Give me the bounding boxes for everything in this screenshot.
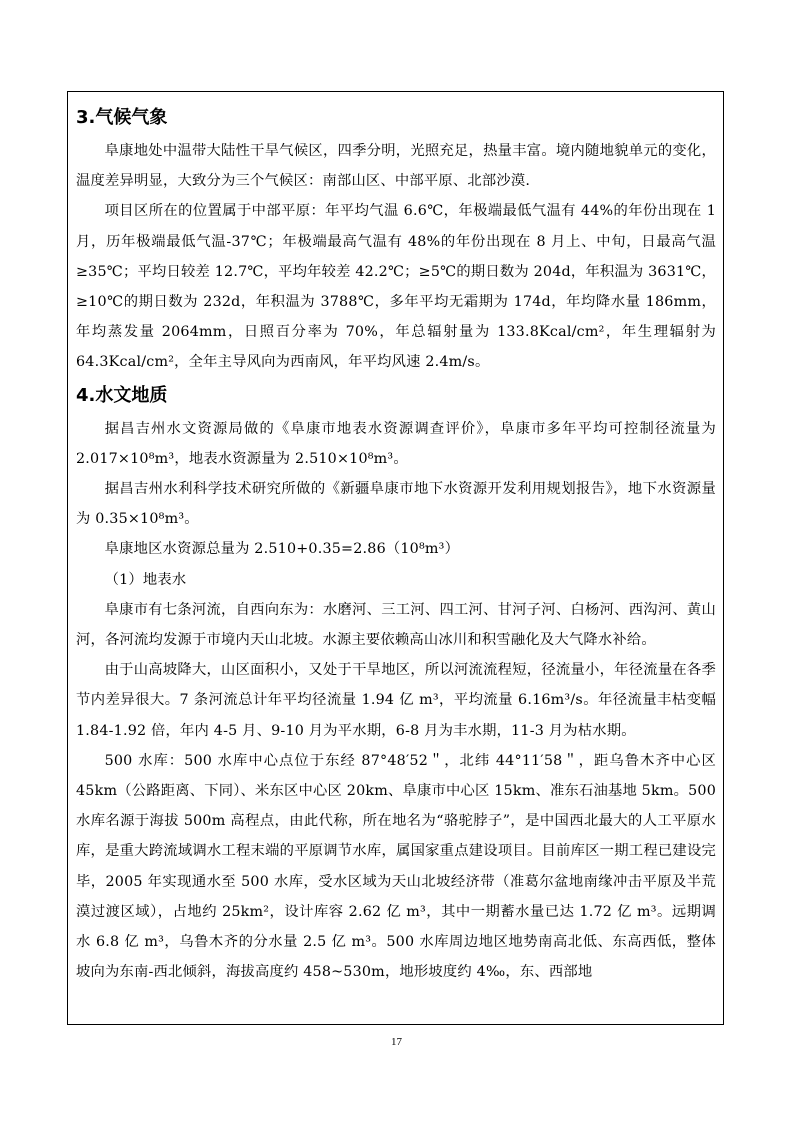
paragraph: 据昌吉州水利科学技术研究所做的《新疆阜康市地下水资源开发利用规划报告》，地下水资源量为 0.35×10⁸m³。 [76,481,716,528]
paragraph: 由于山高坡降大，山区面积小，又处于干旱地区，所以河流流程短，径流量小，年径流量在各季节内差异很大。7 条河流总计年平均径流量 1.94 亿 m³，平均流量 6.16m³/s。年径流量丰枯变幅 1.84-1.92 倍，年内 4-5 月、9-10 月为平水期，6-8 月为丰水期，11-3 月为枯水期。 [76,662,716,739]
page-number: 17 [391,1036,402,1048]
document-body [76,100,716,987]
paragraph: 阜康市有七条河流，自西向东为：水磨河、三工河、四工河、甘河子河、白杨河、西沟河、黄山河，各河流均发源于市境内天山北坡。水源主要依赖高山冰川和积雪融化及大气降水补给。 [76,601,716,649]
paragraph: 项目区所在的位置属于中部平原：年平均气温 6.6℃，年极端最低气温有 44%的年份出现在 1 月，历年极端最低气温-37℃；年极端最高气温有 48%的年份出现在 8 月上、中旬，日最高气温≥35℃；平均日较差 12.7℃，平均年较差 42.2℃；≥5℃的期日数为 204d，年积温为 3631℃，≥10℃的期日数为 232d，年积温为 3788℃，多年平均无霜期为 174d，年均降水量 186mm，年均蒸发量 2064mm，日照百分率为 70%，年总辐射量为 133.8Kcal/cm²，年生理辐射为 64.3Kcal/cm²，全年主导风向为西南风，年平均风速 2.4m/s。 [76,203,716,371]
paragraph: 阜康地区水资源总量为 2.510+0.35=2.86（10⁸m³） [104,541,460,558]
section-heading-hydrogeology: 4.水文地质 [76,384,168,406]
paragraph: 500 水库：500 水库中心点位于东经 87°48′52＂，北纬 44°11′58＂，距乌鲁木齐中心区 45km（公路距离、下同）、米东区中心区 20km、阜康市中心区 15km、准东石油基地 5km。500 水库名源于海拔 500m 高程点，由此代称，所在地名为“骆驼脖子”，是中国西北最大的人工平原水库，是重大跨流域调水工程末端的平原调节水库，属国家重点建设项目。目前库区一期工程已建设完毕，2005 年实现通水至 500 水库，受水区域为天山北坡经济带（准葛尔盆地南缘冲击平原及半荒漠过渡区域），占地约 25km²，设计库容 2.62 亿 m³，其中一期蓄水量已达 1.72 亿 m³。远期调水 6.8 亿 m³，乌鲁木齐的分水量 2.5 亿 m³。500 水库周边地区地势南高北低、东高西低，整体坡向为东南-西北倾斜，海拔高度约 458~530m，地形坡度约 4‰，东、西部地 [76,752,716,981]
paragraph: 阜康地处中温带大陆性干旱气候区，四季分明，光照充足，热量丰富。境内随地貌单元的变化，温度差异明显，大致分为三个气候区：南部山区、中部平原、北部沙漠. [76,143,716,190]
section-heading-climate: 3.气候气象 [76,107,168,128]
paragraph: 据昌吉州水文资源局做的《阜康市地表水资源调查评价》，阜康市多年平均可控制径流量为 2.017×10⁸m³，地表水资源量为 2.510×10⁸m³。 [76,420,716,467]
subheading-surface-water: （1）地表水 [104,571,187,588]
